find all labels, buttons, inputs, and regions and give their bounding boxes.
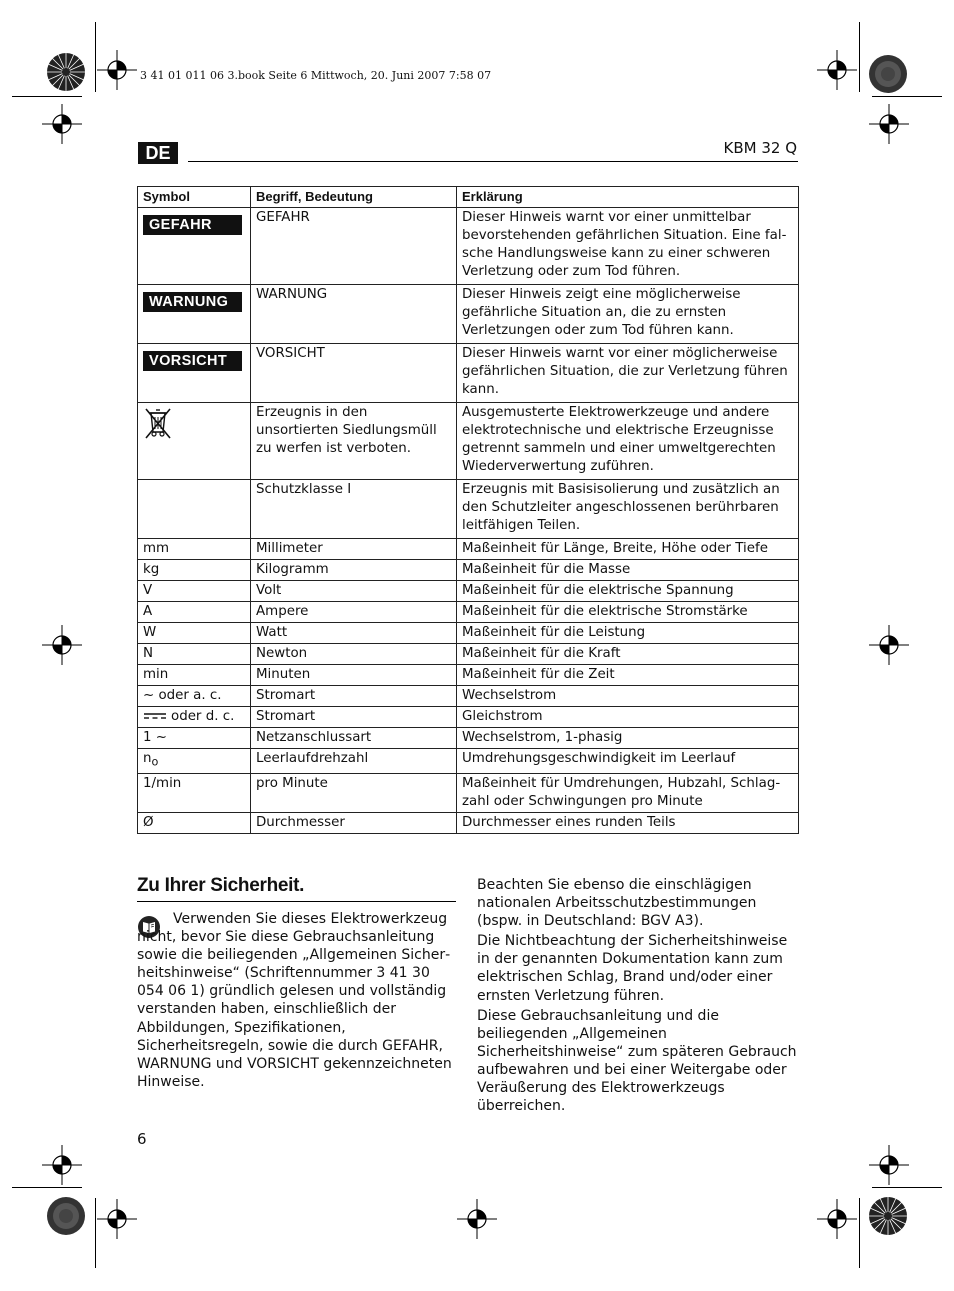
table-row [138,602,799,623]
symbol-cell: 1 ~ [138,728,251,749]
safety-right-column [477,876,797,1117]
explanation-cell: Maßeinheit für Länge, Breite, Höhe oder Tiefe [457,539,799,560]
table-row [138,749,799,774]
symbol-cell: W [138,623,251,644]
registration-mark-icon [869,104,909,144]
crossed-out-wheelie-bin-icon [143,406,173,440]
registration-mark-icon [817,50,857,90]
symbol-cell: ~ oder a. c. [138,686,251,707]
term-cell: Durchmesser [251,812,457,833]
term-cell: Stromart [251,686,457,707]
symbol-cell: V [138,581,251,602]
registration-mark-icon [869,1145,909,1185]
table-row [138,665,799,686]
term-cell: Watt [251,623,457,644]
explanation-cell: Wechselstrom [457,686,799,707]
explanation-cell: Gleichstrom [457,707,799,728]
explanation-cell: Maßeinheit für die elektrische Spannung [457,581,799,602]
explanation-cell: Maßeinheit für die Kraft [457,644,799,665]
warning-signal-word: WARNUNG [143,292,242,312]
term-cell: Stromart [251,707,457,728]
column-header: Begriff, Bedeutung [251,187,457,208]
term-cell: Minuten [251,665,457,686]
explanation-cell: Maßeinheit für die elektrische Stromstärke [457,602,799,623]
term-cell: VORSICHT [251,344,457,403]
caution-signal-word: VORSICHT [143,351,242,371]
direct-current-icon [143,711,167,721]
table-header-row [138,187,799,208]
explanation-cell: Erzeugnis mit Basisisolierung und zusätzlich an den Schutzleiter angeschlossenen berührbaren leitfähigen Teilen. [457,480,799,539]
term-cell: Schutzklasse I [251,480,457,539]
symbol-cell [138,403,251,480]
explanation-cell: Maßeinheit für Umdrehungen, Hubzahl, Schlagzahl oder Schwingungen pro Minute [457,773,799,812]
explanation-cell: Maßeinheit für die Zeit [457,665,799,686]
table-row [138,480,799,539]
term-cell: Kilogramm [251,560,457,581]
symbol-cell: kg [138,560,251,581]
term-cell: Ampere [251,602,457,623]
term-cell: WARNUNG [251,285,457,344]
symbol-cell [138,208,251,285]
explanation-cell: Durchmesser eines runden Teils [457,812,799,833]
term-cell: Millimeter [251,539,457,560]
table-row [138,707,799,728]
safety-paragraph: Beachten Sie ebenso die einschlägigen nationalen Arbeitsschutzbestimmungen (bspw. in Deutschland: BGV A3). [477,877,757,930]
table-row [138,686,799,707]
explanation-cell: Dieser Hinweis zeigt eine möglicherweise gefährliche Situation an, die zu ernsten Verletzungen oder zum Tod führen kann. [457,285,799,344]
section-rule [137,901,456,902]
symbol-cell [138,749,251,774]
symbol-cell [138,285,251,344]
symbol-cell: mm [138,539,251,560]
header-rule [188,161,798,162]
explanation-cell: Maßeinheit für die Leistung [457,623,799,644]
safety-left-column [137,910,457,1091]
explanation-cell: Ausgemusterte Elektrowerkzeuge und andere elektrotechnische und elektrische Erzeugnisse getrennt sammeln und einer umweltgerechten Wiederverwertung zuführen. [457,403,799,480]
table-row [138,728,799,749]
symbol-cell: A [138,602,251,623]
table-row [138,623,799,644]
term-cell: Newton [251,644,457,665]
column-header: Erklärung [457,187,799,208]
registration-mark-icon [97,1199,137,1239]
sunburst-color-target-icon [46,52,86,92]
table-row [138,285,799,344]
symbol-cell: Ø [138,812,251,833]
registration-mark-icon [42,104,82,144]
sunburst-color-target-icon [46,1196,86,1236]
section-title: Zu Ihrer Sicherheit. [137,875,305,896]
table-row [138,773,799,812]
dc-symbol-label: oder d. c. [171,709,235,724]
term-cell: Netzanschlussart [251,728,457,749]
symbol-cell [138,707,251,728]
explanation-cell: Maßeinheit für die Masse [457,560,799,581]
term-cell: Leerlaufdrehzahl [251,749,457,774]
registration-mark-icon [869,625,909,665]
danger-signal-word: GEFAHR [143,215,242,235]
table-row [138,539,799,560]
explanation-cell: Wechselstrom, 1-phasig [457,728,799,749]
sunburst-color-target-icon [868,1196,908,1236]
language-badge: DE [138,142,178,164]
registration-mark-icon [817,1199,857,1239]
model-name: KBM 32 Q [723,139,797,157]
table-row [138,812,799,833]
symbol-subscript: o [151,755,159,769]
registration-mark-icon [42,1145,82,1185]
explanation-cell: Umdrehungsgeschwindigkeit im Leerlauf [457,749,799,774]
term-cell: pro Minute [251,773,457,812]
table-row [138,208,799,285]
column-header: Symbol [138,187,251,208]
sunburst-color-target-icon [868,54,908,94]
symbol-main: n [143,751,152,766]
registration-mark-icon [42,625,82,665]
safety-intro-paragraph: Verwenden Sie dieses Elektrowerkzeug nicht, bevor Sie diese Gebrauchsanleitung sowie die beiliegenden „Allgemeinen Sicherheitshinweise“ (Schriftennummer 3 41 30 054 06 1) gründlich gelesen und vollständig verstanden haben, einschließlich der Abbildungen, Spezifikationen, Sicherheitsregeln, sowie die durch GEFAHR, WARNUNG und VORSICHT gekennzeichneten Hinweise. [137,911,452,1090]
explanation-cell: Dieser Hinweis warnt vor einer unmittelbar bevorstehenden gefährlichen Situation. Eine falsche Handlungsweise kann zu einer schweren Verletzung oder zum Tod führen. [457,208,799,285]
table-row [138,644,799,665]
symbol-cell [138,480,251,539]
table-row [138,560,799,581]
symbol-cell: min [138,665,251,686]
safety-paragraph: Diese Gebrauchsanleitung und die beiliegenden „Allgemeinen Sicherheitshinweise“ zum späteren Gebrauch aufbewahren und bei einer Weitergabe oder Veräußerung des Elektrowerkzeugs überreichen. [477,1007,797,1115]
term-cell: Volt [251,581,457,602]
registration-mark-icon [97,50,137,90]
table-row [138,344,799,403]
symbol-table [137,186,799,834]
page-number: 6 [137,1130,147,1148]
term-cell: GEFAHR [251,208,457,285]
symbol-cell [138,344,251,403]
term-cell: Erzeugnis in den unsortierten Siedlungsmüll zu werfen ist verboten. [251,403,457,480]
table-row [138,403,799,480]
table-row [138,581,799,602]
symbol-cell: 1/min [138,773,251,812]
symbol-cell: N [138,644,251,665]
print-header: 3 41 01 011 06 3.book Seite 6 Mittwoch, 20. Juni 2007 7:58 07 [140,69,492,82]
registration-mark-icon [457,1199,497,1239]
safety-paragraph: Die Nichtbeachtung der Sicherheitshinweise in der genannten Dokumentation kann zum elektrischen Schlag, Brand und/oder einer ernsten Verletzung führen. [477,933,788,1004]
explanation-cell: Dieser Hinweis warnt vor einer möglicherweise gefährlichen Situation, die zur Verletzung führen kann. [457,344,799,403]
